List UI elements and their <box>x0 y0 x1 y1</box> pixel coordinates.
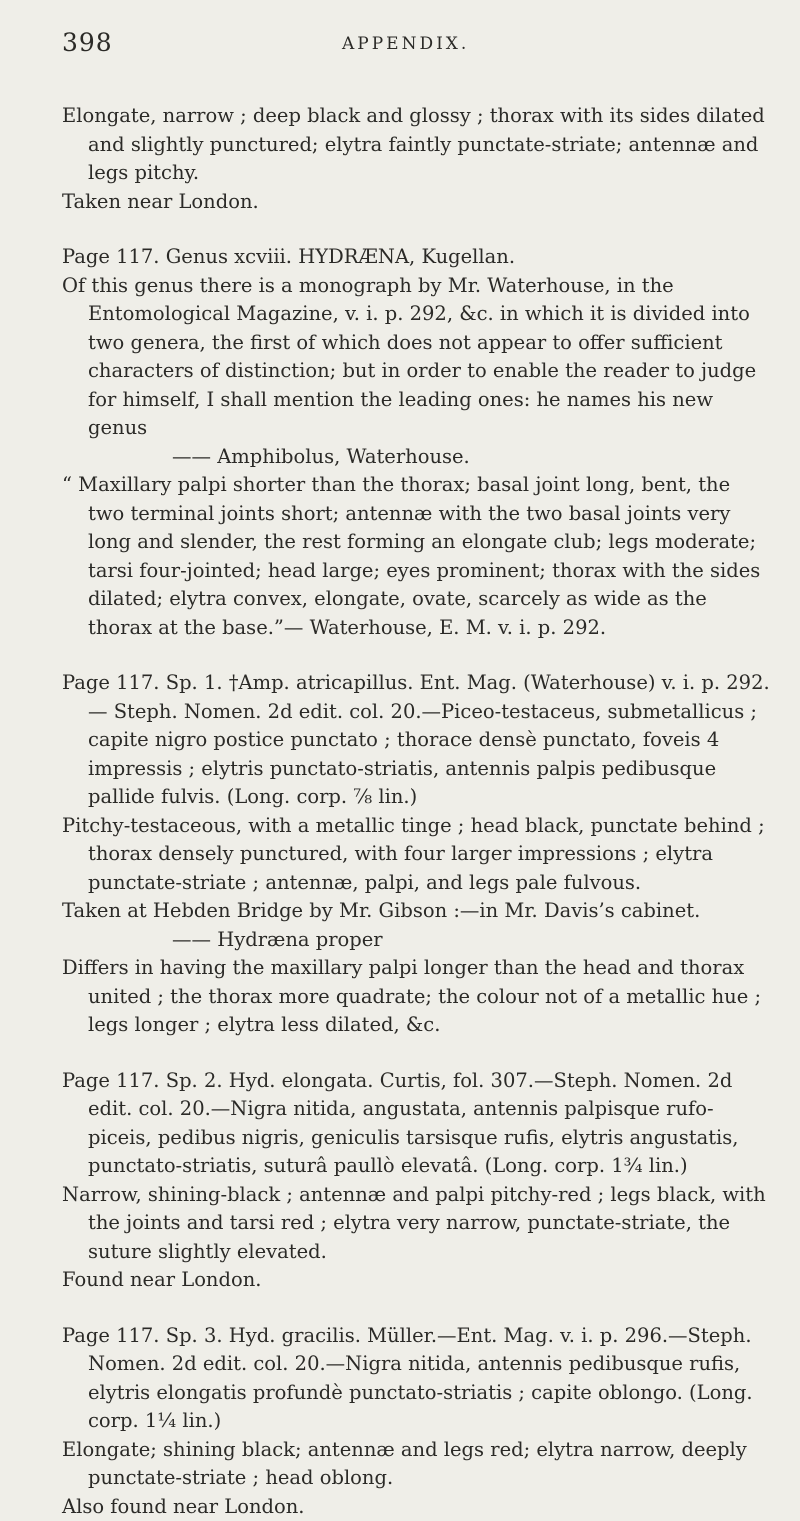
paragraph: Taken at Hebden Bridge by Mr. Gibson :—in Mr. Davis’s cabinet. <box>62 897 772 926</box>
paragraph: “ Maxillary palpi shorter than the thorax; basal joint long, bent, the two terminal joints short; antennæ with the two basal joints very long and slender, the rest forming an elongate club; legs moderate; tarsi four-jointed; head large; eyes prominent; thorax with the sides dilated; elytra convex, elongate, ovate, scarcely as wide as the thorax at the base.”— Waterhouse, E. M. v. i. p. 292. <box>62 471 772 642</box>
paragraph: Page 117. Sp. 2. Hyd. elongata. Curtis, fol. 307.—Steph. Nomen. 2d edit. col. 20.—Nigra nitida, angustata, antennis palpisque rufo-piceis, pedibus nigris, geniculis tarsisque rufis, elytris angustatis, punctato-striatis, suturâ paullò elevatâ. (Long. corp. 1¾ lin.) <box>62 1067 772 1181</box>
paragraph: Elongate; shining black; antennæ and legs red; elytra narrow, deeply punctate-striate ; head oblong. <box>62 1436 772 1493</box>
paragraph: Elongate, narrow ; deep black and glossy ; thorax with its sides dilated and slightly punctured; elytra faintly punctate-striate; antennæ and legs pitchy. <box>62 102 772 188</box>
running-title: APPENDIX. <box>342 34 469 54</box>
paragraph: Page 117. Sp. 3. Hyd. gracilis. Müller.—Ent. Mag. v. i. p. 296.—Steph. Nomen. 2d edit. col. 20.—Nigra nitida, antennis pedibusque rufis, elytris elongatis profundè punctato-striatis ; capite oblongo. (Long. corp. 1¼ lin.) <box>62 1322 772 1436</box>
paragraph: Differs in having the maxillary palpi longer than the head and thorax united ; the thorax more quadrate; the colour not of a metallic hue ; legs longer ; elytra less dilated, &c. <box>62 954 772 1040</box>
page-header <box>62 28 760 68</box>
paragraph: Page 117. Genus xcviii. HYDRÆNA, Kugellan. <box>62 243 772 272</box>
paragraph: Page 117. Sp. 1. †Amp. atricapillus. Ent. Mag. (Waterhouse) v. i. p. 292.— Steph. Nomen. 2d edit. col. 20.—Piceo-testaceus, submetallicus ; capite nigro postice punctato ; thorace densè punctato, foveis 4 impressis ; elytris punctato-striatis, antennis palpis pedibusque pallide fulvis. (Long. corp. ⅞ lin.) <box>62 669 772 812</box>
page-number: 398 <box>62 28 113 57</box>
genus-subheading: —— Hydræna proper <box>62 926 772 955</box>
paragraph: Narrow, shining-black ; antennæ and palpi pitchy-red ; legs black, with the joints and tarsi red ; elytra very narrow, punctate-striate, the suture slightly elevated. <box>62 1181 772 1267</box>
paragraph: Taken near London. <box>62 188 772 217</box>
paragraph-gap <box>62 216 772 243</box>
paragraph-gap <box>62 1040 772 1067</box>
genus-subheading: —— Amphibolus, Waterhouse. <box>62 443 772 472</box>
paragraph: Of this genus there is a monograph by Mr. Waterhouse, in the Entomological Magazine, v. i. p. 292, &c. in which it is divided into two genera, the first of which does not appear to offer sufficient characters of distinction; but in order to enable the reader to judge for himself, I shall mention the leading ones: he names his new genus <box>62 272 772 443</box>
paragraph-gap <box>62 1295 772 1322</box>
paragraph-gap <box>62 642 772 669</box>
page-body <box>62 102 772 1521</box>
paragraph: Pitchy-testaceous, with a metallic tinge ; head black, punctate behind ; thorax densely punctured, with four larger impressions ; elytra punctate-striate ; antennæ, palpi, and legs pale fulvous. <box>62 812 772 898</box>
paragraph: Found near London. <box>62 1266 772 1295</box>
paragraph: Also found near London. <box>62 1493 772 1521</box>
